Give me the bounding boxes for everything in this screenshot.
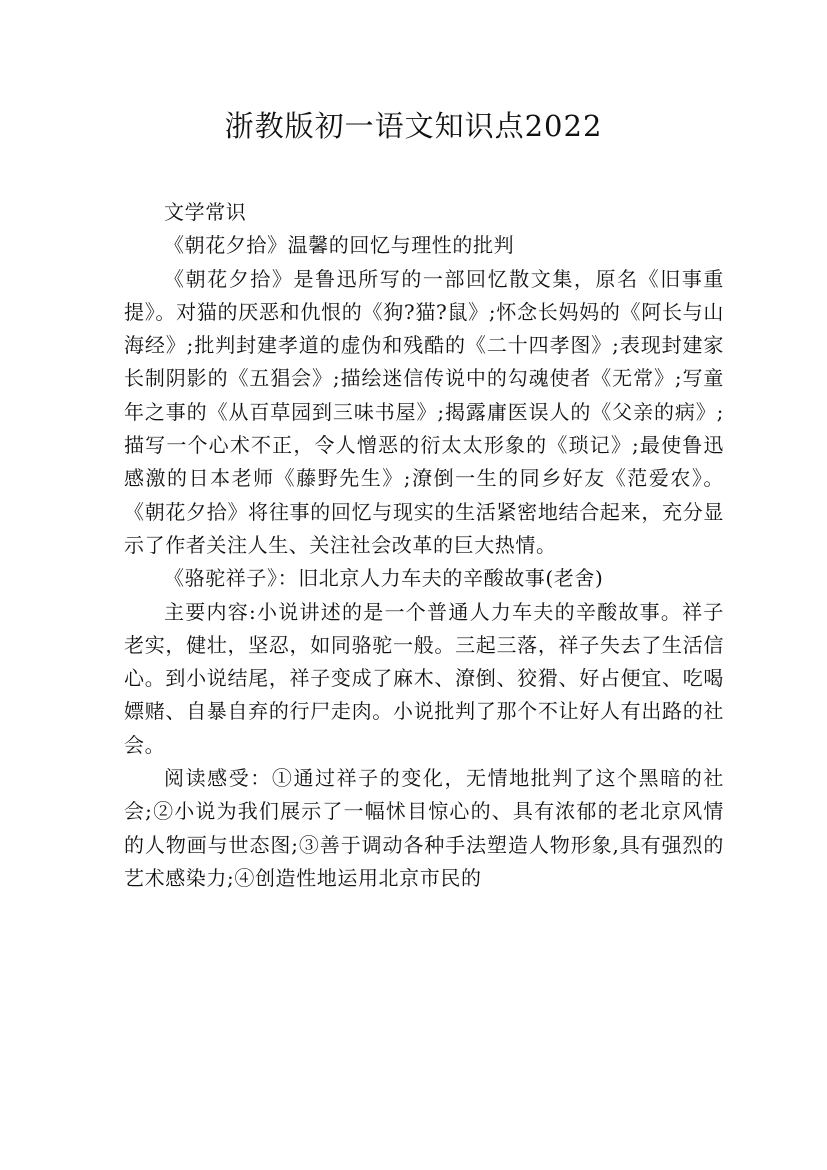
document-body <box>124 196 724 895</box>
document-title: 浙教版初一语文知识点2022 <box>224 109 603 143</box>
book-heading-luotuoxiangzi: 《骆驼祥子》：旧北京人力车夫的辛酸故事(老舍) <box>164 566 604 591</box>
paragraph-zhaohuaxishi-summary: 《朝花夕拾》是鲁迅所写的一部回忆散文集，原名《旧事重提》。对猫的厌恶和仇恨的《狗?猫?鼠》;怀念长妈妈的《阿长与山海经》;批判封建孝道的虚伪和残酷的《二十四孝图》;表现封建家长制阴影的《五猖会》;描绘迷信传说中的勾魂使者《无常》;写童年之事的《从百草园到三味书屋》;揭露庸医误人的《父亲的病》;描写一个心术不正，令人憎恶的衍太太形象的《琐记》;最使鲁迅感激的日本老师《藤野先生》;潦倒一生的同乡好友《范爱农》。《朝花夕拾》将往事的回忆与现实的生活紧密地结合起来，充分显示了作者关注人生、关注社会改革的巨大热情。 <box>124 266 724 557</box>
book-heading-zhaohuaxishi: 《朝花夕拾》温馨的回忆与理性的批判 <box>164 233 515 258</box>
paragraph-main-content: 主要内容:小说讲述的是一个普通人力车夫的辛酸故事。祥子老实，健壮，坚忍，如同骆驼一般。三起三落，祥子失去了生活信心。到小说结尾，祥子变成了麻木、潦倒、狡猾、好占便宜、吃喝嫖赌、自暴自弃的行尸走肉。小说批判了那个不让好人有出路的社会。 <box>124 599 724 757</box>
section-heading-literary-knowledge: 文学常识 <box>164 200 247 224</box>
paragraph-reading-impressions: 阅读感受：①通过祥子的变化，无情地批判了这个黑暗的社会;②小说为我们展示了一幅怵目惊心的、具有浓郁的老北京风情的人物画与世态图;③善于调动各种手法塑造人物形象,具有强烈的艺术感染力;④创造性地运用北京市民的 <box>124 766 724 890</box>
